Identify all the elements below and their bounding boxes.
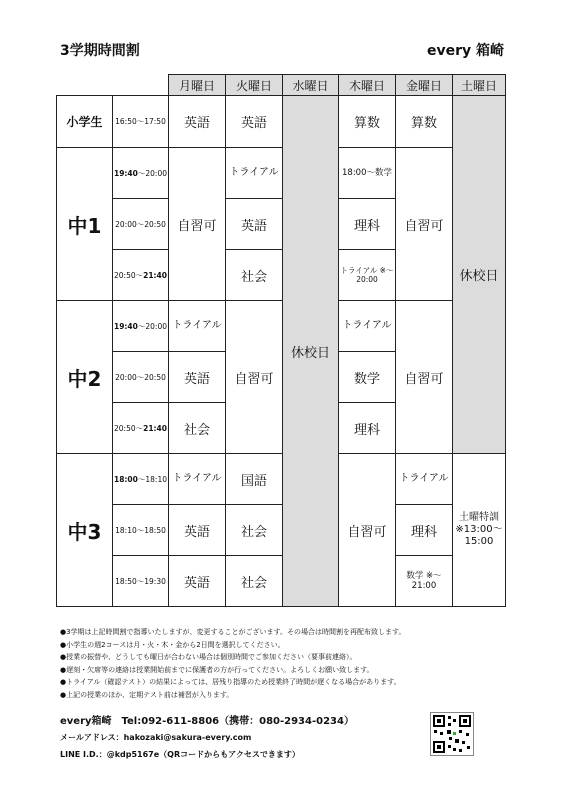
chu2-thu-1: トライアル bbox=[339, 301, 396, 352]
note-item: ●小学生の週2コースは月・火・木・金から2日間を選択してください。 bbox=[60, 640, 285, 649]
chu1-mon: 自習可 bbox=[169, 148, 226, 301]
contact-block bbox=[60, 712, 354, 760]
contact-line-id: LINE I.D.：@kdp5167e（QRコードからもアクセスできます） bbox=[60, 750, 300, 759]
chu2-mon-2: 英語 bbox=[169, 352, 226, 403]
time-elementary: 16:50～17:50 bbox=[113, 96, 169, 148]
page-title: 3学期時間割 bbox=[60, 43, 140, 59]
grade-chu1: 中1 bbox=[57, 148, 113, 301]
day-header-thu: 木曜日 bbox=[339, 75, 396, 96]
chu3-thu: 自習可 bbox=[339, 454, 396, 607]
row-chu1-1 bbox=[57, 148, 506, 199]
elementary-mon: 英語 bbox=[169, 96, 226, 148]
time-chu1-2: 20:00～20:50 bbox=[113, 199, 169, 250]
chu3-fri-2: 理科 bbox=[396, 505, 453, 556]
chu1-thu-3: トライアル ※～20:00 bbox=[339, 250, 396, 301]
chu2-thu-3: 理科 bbox=[339, 403, 396, 454]
note-item: ●授業の振替や、どうしても曜日が合わない場合は個別時間でご参加ください（要事前連絡）。 bbox=[60, 653, 357, 661]
elementary-tue: 英語 bbox=[226, 96, 283, 148]
contact-tel: every箱崎 Tel:092-611-8806（携帯：080-2934-0234） bbox=[60, 716, 354, 727]
row-chu3-2 bbox=[57, 505, 506, 556]
chu3-sat: 土曜特訓 ※13:00～15:00 bbox=[453, 454, 506, 607]
chu1-thu-2: 理科 bbox=[339, 199, 396, 250]
time-chu2-3: 20:50～21:40 bbox=[113, 403, 169, 454]
grade-chu2: 中2 bbox=[57, 301, 113, 454]
brand-name: every 箱崎 bbox=[426, 43, 504, 59]
corner-cell bbox=[57, 75, 169, 96]
chu3-tue-3: 社会 bbox=[226, 556, 283, 607]
grade-elementary: 小学生 bbox=[57, 96, 113, 148]
chu1-thu-1: 18:00～数学 bbox=[339, 148, 396, 199]
chu1-tue-1: トライアル bbox=[226, 148, 283, 199]
chu3-tue-1: 国語 bbox=[226, 454, 283, 505]
day-header-tue: 火曜日 bbox=[226, 75, 283, 96]
note-item: ●トライアル（確認テスト）の結果によっては、居残り指導のため授業終了時間が遅くなる場合があります。 bbox=[60, 678, 401, 686]
chu3-mon-1: トライアル bbox=[169, 454, 226, 505]
qr-code-icon bbox=[430, 712, 474, 756]
chu2-fri: 自習可 bbox=[396, 301, 453, 454]
time-chu3-1: 18:00～18:10 bbox=[113, 454, 169, 505]
chu1-tue-2: 英語 bbox=[226, 199, 283, 250]
header-row bbox=[57, 75, 506, 96]
row-chu2-1 bbox=[57, 301, 506, 352]
day-header-sat: 土曜日 bbox=[453, 75, 506, 96]
elementary-thu: 算数 bbox=[339, 96, 396, 148]
row-chu3-3 bbox=[57, 556, 506, 607]
timetable bbox=[56, 74, 506, 607]
time-chu2-2: 20:00～20:50 bbox=[113, 352, 169, 403]
chu3-mon-3: 英語 bbox=[169, 556, 226, 607]
grade-chu3: 中3 bbox=[57, 454, 113, 607]
chu2-mon-3: 社会 bbox=[169, 403, 226, 454]
note-item: ●上記の授業のほか、定期テスト前は補習が入ります。 bbox=[60, 690, 234, 699]
time-chu1-3: 20:50～21:40 bbox=[113, 250, 169, 301]
day-header-wed: 水曜日 bbox=[283, 75, 339, 96]
elementary-fri: 算数 bbox=[396, 96, 453, 148]
chu1-fri: 自習可 bbox=[396, 148, 453, 301]
time-chu3-2: 18:10～18:50 bbox=[113, 505, 169, 556]
row-elementary bbox=[57, 96, 506, 148]
chu3-fri-3: 数学 ※～21:00 bbox=[396, 556, 453, 607]
sat-closed: 休校日 bbox=[453, 96, 506, 454]
chu1-tue-3: 社会 bbox=[226, 250, 283, 301]
chu2-thu-2: 数学 bbox=[339, 352, 396, 403]
day-header-mon: 月曜日 bbox=[169, 75, 226, 96]
chu2-tue: 自習可 bbox=[226, 301, 283, 454]
chu3-fri-1: トライアル bbox=[396, 454, 453, 505]
chu2-mon-1: トライアル bbox=[169, 301, 226, 352]
time-chu1-1: 19:40～20:00 bbox=[113, 148, 169, 199]
time-chu2-1: 19:40～20:00 bbox=[113, 301, 169, 352]
wed-closed: 休校日 bbox=[283, 96, 339, 607]
note-item: ●3学期は上記時間割で指導いたしますが、変更することがございます。その場合は時間割を再配布致します。 bbox=[60, 628, 406, 636]
chu3-mon-2: 英語 bbox=[169, 505, 226, 556]
notes-list bbox=[60, 626, 530, 701]
day-header-fri: 金曜日 bbox=[396, 75, 453, 96]
time-chu3-3: 18:50～19:30 bbox=[113, 556, 169, 607]
chu3-tue-2: 社会 bbox=[226, 505, 283, 556]
row-chu3-1 bbox=[57, 454, 506, 505]
note-item: ●遅刻・欠席等の連絡は授業開始前までに保護者の方が行ってください。よろしくお願い致します。 bbox=[60, 665, 374, 674]
contact-email: メールアドレス：hakozaki@sakura-every.com bbox=[60, 733, 252, 742]
